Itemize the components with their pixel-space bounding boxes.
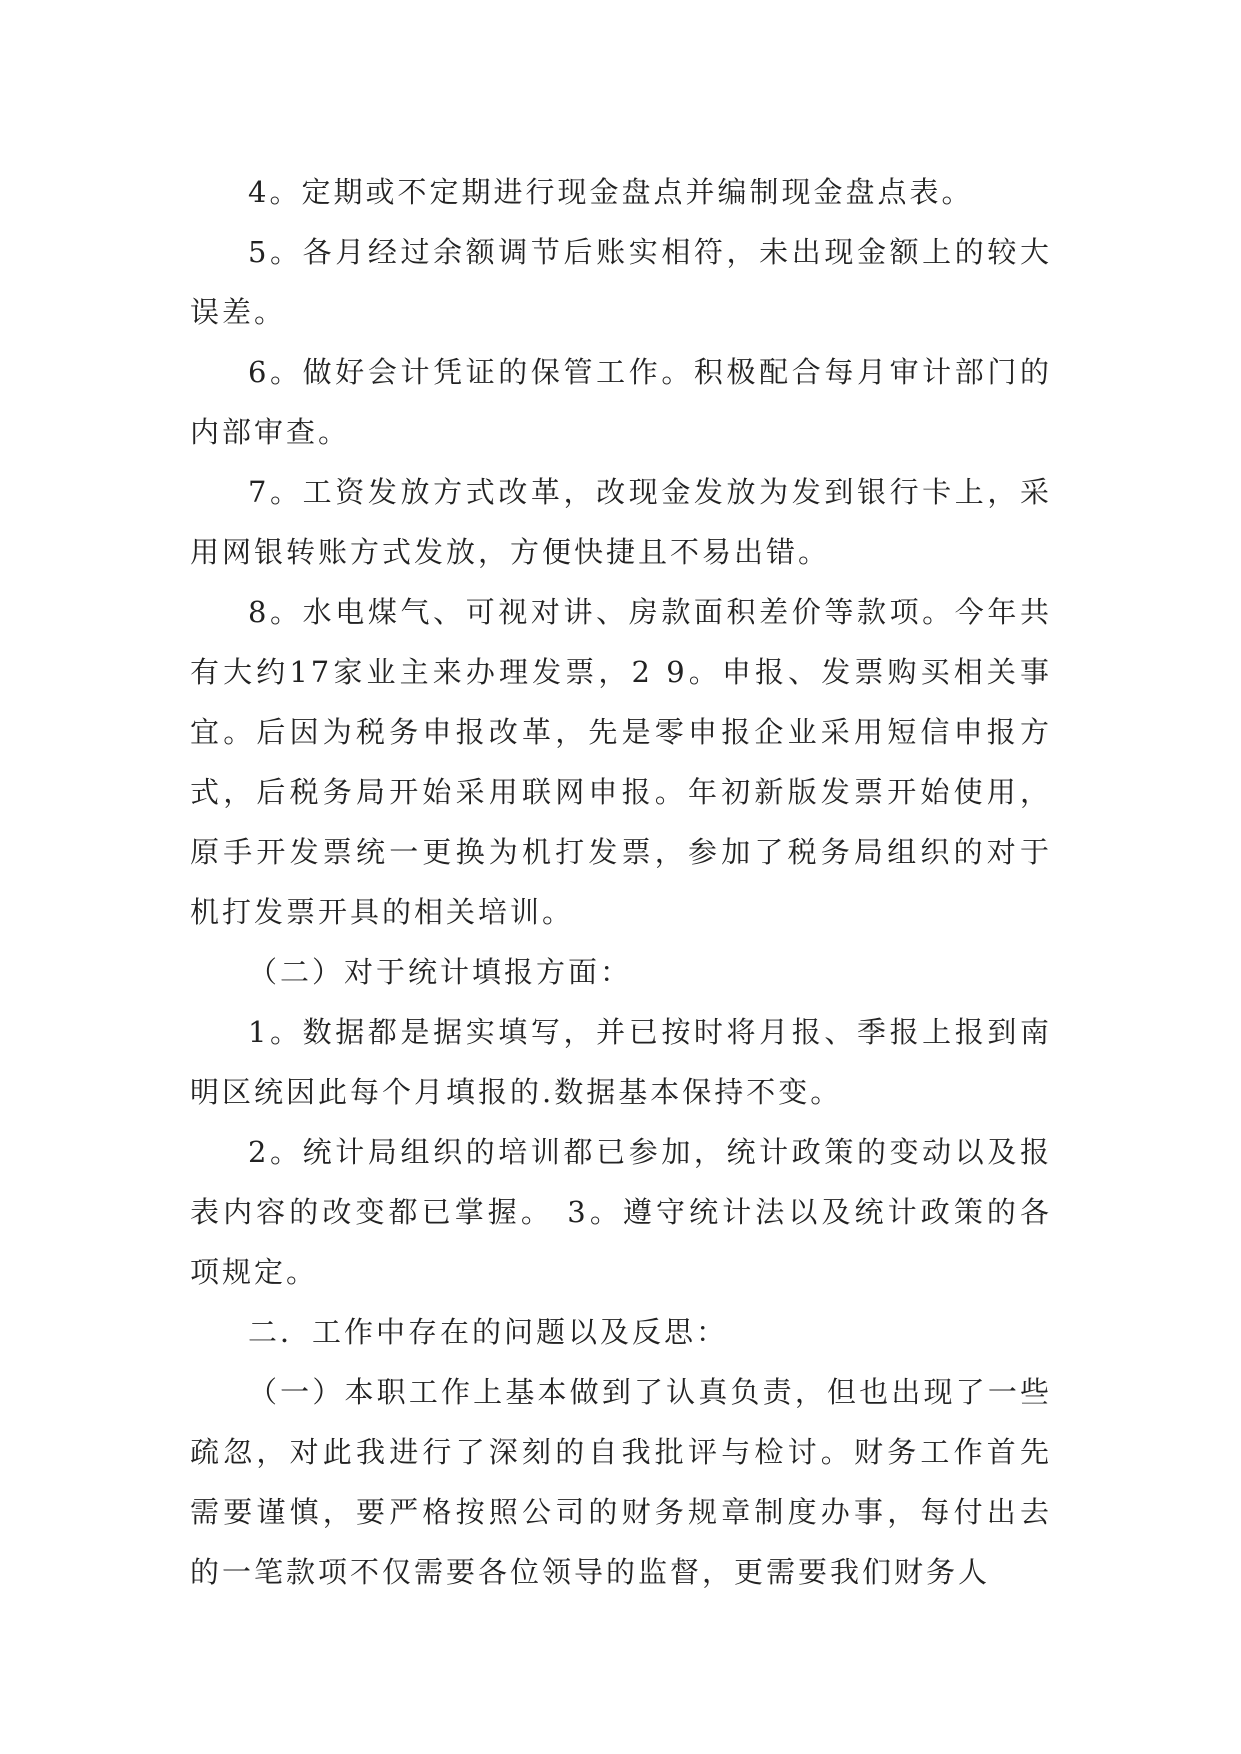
section-heading-statistics: （二）对于统计填报方面：	[248, 955, 633, 989]
paragraph-balance-reconciliation: 5。各月经过余额调节后账实相符，未出现金额上的较大误差。	[190, 235, 1052, 329]
paragraph-work-reflection: （一）本职工作上基本做到了认真负责，但也出现了一些疏忽，对此我进行了深刻的自我批评与检讨。财务工作首先需要谨慎，要严格按照公司的财务规章制度办事，每付出去的一笔款项不仅需要各位领导的监督，更需要我们财务人	[190, 1375, 1052, 1589]
paragraph-voucher-custody: 6。做好会计凭证的保管工作。积极配合每月审计部门的内部审查。	[190, 355, 1052, 449]
document-body	[190, 162, 1052, 1602]
paragraph-salary-payment: 7。工资发放方式改革，改现金发放为发到银行卡上，采用网银转账方式发放，方便快捷且不易出错。	[190, 475, 1052, 569]
paragraph-statistics-training: 2。统计局组织的培训都已参加，统计政策的变动以及报表内容的改变都已掌握。 3。遵守统计法以及统计政策的各项规定。	[190, 1135, 1052, 1289]
paragraph-data-reporting: 1。数据都是据实填写，并已按时将月报、季报上报到南明区统因此每个月填报的.数据基本保持不变。	[190, 1015, 1052, 1109]
paragraph-invoice-tax: 8。水电煤气、可视对讲、房款面积差价等款项。今年共有大约17家业主来办理发票，2 9。申报、发票购买相关事宜。后因为税务申报改革，先是零申报企业采用短信申报方式，后税务局开始采用联网申报。年初新版发票开始使用，原手开发票统一更换为机打发票，参加了税务局组织的对于机打发票开具的相关培训。	[190, 595, 1052, 929]
section-heading-problems: 二．工作中存在的问题以及反思：	[248, 1315, 729, 1349]
paragraph-cash-count: 4。定期或不定期进行现金盘点并编制现金盘点表。	[248, 175, 974, 209]
